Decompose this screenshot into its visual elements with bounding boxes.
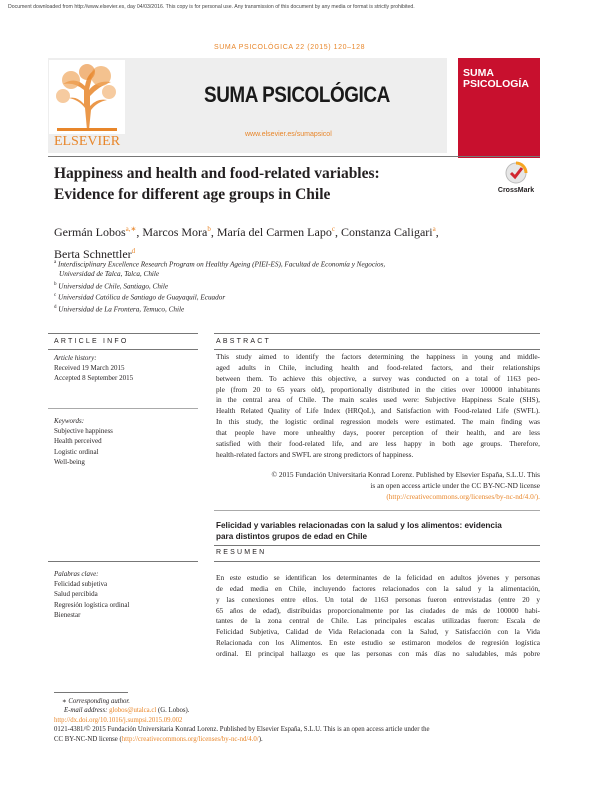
crossmark-label: CrossMark bbox=[497, 187, 535, 194]
palabra-clave-item: Regresión logística ordinal bbox=[54, 600, 130, 609]
journal-url-link[interactable]: www.elsevier.es/sumapsicol bbox=[245, 131, 332, 138]
publisher-logo bbox=[49, 60, 125, 148]
resumen-line: Felicidad Subjetiva, Calidad de Vida Relacionada con la Salud, y Satisfacción con la Vida bbox=[216, 627, 540, 637]
article-info-heading: ARTICLE INFO bbox=[54, 338, 129, 345]
palabra-clave-item: Bienestar bbox=[54, 610, 81, 619]
cover-title-line-1: SUMA bbox=[463, 67, 494, 79]
abstract-copyright bbox=[216, 470, 540, 503]
license-prefix: CC BY-NC-ND license ( bbox=[54, 735, 122, 743]
email-note bbox=[54, 706, 540, 715]
copyright-line-2: is an open access article under the CC BY-NC-ND license bbox=[370, 480, 540, 490]
palabra-clave-item: Felicidad subjetiva bbox=[54, 580, 108, 589]
journal-title: SUMA PSICOLÓGICA bbox=[204, 82, 390, 107]
author-5-affil[interactable]: d bbox=[131, 247, 136, 255]
affiliation-b bbox=[54, 280, 534, 291]
article-title-line-2: Evidence for different age groups in Chile bbox=[54, 186, 331, 203]
history-keywords-divider bbox=[48, 408, 198, 409]
author-3-name: María del Carmen Lapo bbox=[216, 225, 332, 239]
corresponding-author-note: ∗ Corresponding author. bbox=[62, 698, 131, 705]
article-info-top-rule bbox=[48, 333, 198, 334]
affiliation-a-line-1: Interdisciplinary Excellence Research Program on Healthy Ageing (PIEI-ES), Facultad de Economía y Negocios, bbox=[58, 260, 386, 269]
palabra-clave-item: Salud percibida bbox=[54, 590, 98, 599]
palabras-clave-block bbox=[54, 569, 204, 620]
abstract-line: This study aimed to identify the factors determining the happiness in young and middle- bbox=[216, 352, 540, 361]
keywords-label: Keywords: bbox=[54, 417, 85, 425]
resumen-line: tantes de la zona central de Chile. Las principales escalas utilizadas fueron: Escala de bbox=[216, 616, 540, 626]
spanish-title bbox=[216, 520, 540, 542]
cc-license-link[interactable]: (http://creativecommons.org/licenses/by-nc-nd/4.0/). bbox=[386, 491, 540, 501]
keyword-item: Well-being bbox=[54, 457, 85, 466]
author-4-sep: , bbox=[435, 225, 439, 239]
author-1-name: Germán Lobos bbox=[54, 225, 126, 239]
abstract-line: aged adults in Chile, including health and food-related factors, and their relationships bbox=[216, 362, 540, 372]
journal-cover-thumbnail bbox=[458, 58, 540, 158]
keywords-block bbox=[54, 416, 204, 467]
spanish-title-line-1: Felicidad y variables relacionadas con la salud y los alimentos: evidencia bbox=[216, 521, 502, 530]
license-suffix: ). bbox=[258, 735, 263, 743]
resumen-heading: RESUMEN bbox=[216, 549, 267, 556]
footer-cc-license-link[interactable]: http://creativecommons.org/licenses/by-nc-nd/4.0/ bbox=[121, 735, 259, 743]
footnotes bbox=[54, 697, 540, 744]
palabras-clave-top-rule bbox=[48, 561, 198, 562]
article-title-line-1: Happiness and health and food-related variables: bbox=[54, 165, 380, 182]
abstract-body bbox=[216, 352, 540, 460]
abstract-line: satisfied with their food-related life, and are less happy in both age groups. Therefore, bbox=[216, 438, 540, 448]
affiliation-b-line: Universidad de Chile, Santiago, Chile bbox=[58, 281, 169, 290]
author-3-sep: , bbox=[334, 225, 338, 239]
email-suffix: (G. Lobos). bbox=[157, 707, 190, 715]
corresponding-author-label: Corresponding author. bbox=[68, 698, 131, 705]
doi-link[interactable]: http://dx.doi.org/10.1016/j.sumpsi.2015.09.002 bbox=[54, 716, 183, 724]
cover-title-line-2: PSICOLOGÍA bbox=[463, 78, 529, 90]
abstract-line: that people have more unhealthy days, poorer perception of their health, and are less bbox=[216, 427, 540, 437]
affiliation-c-line: Universidad Católica de Santiago de Guayaquil, Ecuador bbox=[58, 293, 226, 302]
cover-title bbox=[463, 68, 529, 90]
copyright-line-1: © 2015 Fundación Universitaria Konrad Lorenz. Published by Elsevier España, S.L.U. This bbox=[271, 470, 540, 479]
affiliations bbox=[54, 258, 534, 314]
history-label: Article history: bbox=[54, 354, 97, 362]
palabras-clave-label: Palabras clave: bbox=[54, 570, 99, 578]
resumen-heading-rule bbox=[214, 561, 540, 562]
abstract-line: between them. To achieve this objective, a survey was conducted on a total of 1163 peo- bbox=[216, 373, 540, 383]
elsevier-wordmark: ELSEVIER bbox=[53, 134, 121, 148]
accepted-date: Accepted 8 September 2015 bbox=[54, 374, 134, 383]
abstract-line: ple (from 20 to 65 years old), proportionally distributed in the cities over 100000 inhabitants bbox=[216, 384, 540, 394]
author-1-affil[interactable]: a,∗ bbox=[125, 225, 137, 233]
email-label: E-mail address: bbox=[64, 707, 108, 715]
keyword-item: Logistic ordinal bbox=[54, 447, 99, 456]
license-line-1: 0121-4381/© 2015 Fundación Universitaria Konrad Lorenz. Published by Elsevier España, S.L.U. This is an open access article under the bbox=[54, 726, 430, 734]
author-4-name: Constanza Caligari bbox=[340, 225, 433, 239]
article-info-heading-rule bbox=[48, 349, 198, 350]
resumen-top-rule bbox=[214, 545, 540, 546]
article-title bbox=[54, 163, 474, 205]
abstract-bottom-rule bbox=[214, 510, 540, 511]
resumen-line: En este estudio se identifican los determinantes de la felicidad en adultos jóvenes y personas bbox=[216, 573, 540, 582]
author-4-affil[interactable]: a bbox=[432, 225, 436, 233]
keyword-item: Health perceived bbox=[54, 437, 102, 446]
affiliation-c-sup: c bbox=[54, 293, 57, 299]
keyword-item: Subjective happiness bbox=[54, 427, 113, 436]
abstract-top-rule bbox=[214, 333, 540, 334]
author-2-sep: , bbox=[210, 225, 214, 239]
crossmark-badge[interactable] bbox=[492, 161, 540, 200]
abstract-heading: ABSTRACT bbox=[216, 338, 271, 345]
header-divider bbox=[48, 156, 540, 157]
abstract-heading-rule bbox=[214, 349, 540, 350]
author-5-name: Berta Schnettler bbox=[54, 247, 132, 261]
abstract-line: Health Related Quality of Life Index (HRQoL), and Satisfaction with Food-related Life (SWFL). bbox=[216, 406, 540, 416]
elsevier-tree-logo bbox=[49, 60, 125, 148]
received-date: Received 19 March 2015 bbox=[54, 364, 125, 373]
resumen-line: 65 años de edad), distribuidas proporcionalmente por las ciudades de más de 100000 habi- bbox=[216, 605, 540, 615]
license-line-2 bbox=[54, 735, 540, 744]
affiliation-d bbox=[54, 303, 534, 314]
abstract-line: health-related factors and SWFL are strong predictors of happiness. bbox=[216, 449, 414, 459]
abstract-line: In this study, the logistic ordinal regression models were estimated. The main finding was bbox=[216, 417, 540, 427]
affiliation-a-sup: a bbox=[54, 260, 57, 265]
footnote-rule bbox=[54, 692, 128, 693]
affiliation-a bbox=[54, 258, 534, 269]
abstract-line: in the central area of Chile. The main scales used were: Subjective Happiness Scale (SHS), bbox=[216, 395, 540, 405]
author-2-name: Marcos Mora bbox=[142, 225, 208, 239]
affiliation-c bbox=[54, 291, 534, 302]
resumen-line: y las conexiones entre ellos. Un total de 1163 personas fueron entrevistadas (entre 20 y bbox=[216, 594, 540, 604]
spanish-title-line-2: para distintos grupos de edad en Chile bbox=[216, 532, 368, 541]
resumen-line: ordinal. El principal hallazgo es que las personas con más días no saludables, más pobre bbox=[216, 648, 540, 658]
crossmark-icon bbox=[492, 161, 540, 195]
resumen-line: Relacionada con los Alimentos. En este estudio se estimaron modelos de regresión logística bbox=[216, 638, 540, 648]
author-email-link[interactable]: globos@utalca.cl bbox=[109, 707, 157, 715]
download-notice: Document downloaded from http://www.elsevier.es, day 04/03/2016. This copy is for personal use. Any transmission of this document by any media or format is strictly prohibited. bbox=[8, 4, 415, 10]
resumen-body bbox=[216, 573, 540, 660]
affiliation-b-sup: b bbox=[54, 281, 57, 287]
affiliation-d-sup: d bbox=[54, 304, 57, 310]
journal-citation: SUMA PSICOLÓGICA 22 (2015) 120–128 bbox=[214, 44, 366, 51]
article-history bbox=[54, 353, 204, 384]
affiliation-a-line-2: Universidad de Talca, Talca, Chile bbox=[59, 270, 160, 279]
author-1-sep: , bbox=[136, 225, 140, 239]
author-3-affil[interactable]: c bbox=[331, 225, 335, 233]
affiliation-d-line: Universidad de La Frontera, Temuco, Chile bbox=[58, 304, 185, 313]
resumen-line: de edad media en Chile, incluyendo factores relacionados con la salud y la alimentación, bbox=[216, 583, 540, 593]
author-2-affil[interactable]: b bbox=[207, 225, 211, 233]
